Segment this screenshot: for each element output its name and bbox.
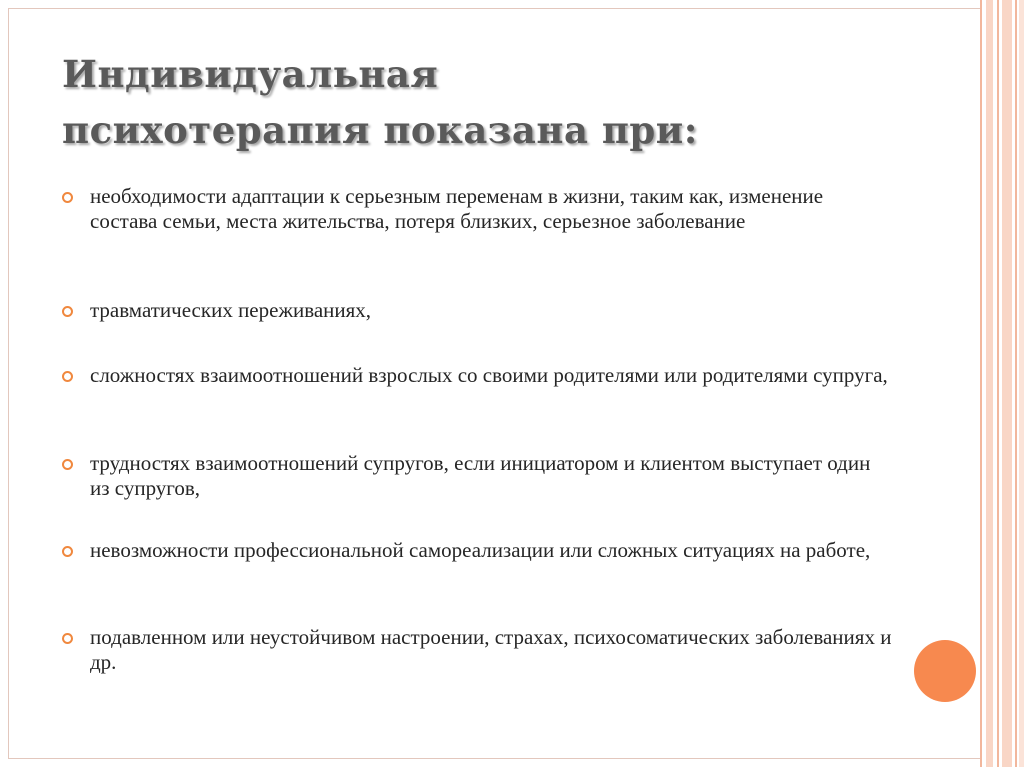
bullet-ring-icon <box>62 371 73 382</box>
bullet-ring-icon <box>62 633 73 644</box>
decorative-circle <box>914 640 976 702</box>
frame-line-left <box>8 8 9 759</box>
list-item-text: подавленном или неустойчивом настроении, страхах, психосоматических заболеваниях и др. <box>90 625 892 674</box>
stripe <box>1019 0 1024 767</box>
decorative-stripes <box>980 0 1024 767</box>
list-item-text: травматических переживаниях, <box>90 298 372 322</box>
list-item-text: сложностях взаимоотношений взрослых со своими родителями или родителями супруга, <box>90 363 888 387</box>
stripe <box>986 0 993 767</box>
bullet-ring-icon <box>62 192 73 203</box>
frame-line-bottom <box>8 758 982 759</box>
list-item <box>62 363 892 388</box>
stripe <box>980 0 982 767</box>
list-item-text: необходимости адаптации к серьезным переменам в жизни, таким как, изменение состава семьи, места жительства, потеря близких, серьезное заболевание <box>90 184 824 233</box>
frame-line-top <box>8 8 982 9</box>
list-item <box>62 538 892 563</box>
bullet-ring-icon <box>62 459 73 470</box>
list-item <box>62 451 892 501</box>
list-item <box>62 625 892 675</box>
stripe <box>1015 0 1017 767</box>
list-item-text: невозможности профессиональной самореализации или сложных ситуациях на работе, <box>90 538 871 562</box>
bullet-ring-icon <box>62 306 73 317</box>
slide-title-line-1: Индивидуальная <box>62 52 439 96</box>
slide-title-line-2: психотерапия показана при: <box>62 108 698 152</box>
slide-title <box>62 46 822 158</box>
stripe <box>1002 0 1012 767</box>
bullet-ring-icon <box>62 546 73 557</box>
stripe <box>997 0 999 767</box>
list-item <box>62 184 892 234</box>
list-item <box>62 298 892 323</box>
list-item-text: трудностях взаимоотношений супругов, если инициатором и клиентом выступает один из супругов, <box>90 451 871 500</box>
